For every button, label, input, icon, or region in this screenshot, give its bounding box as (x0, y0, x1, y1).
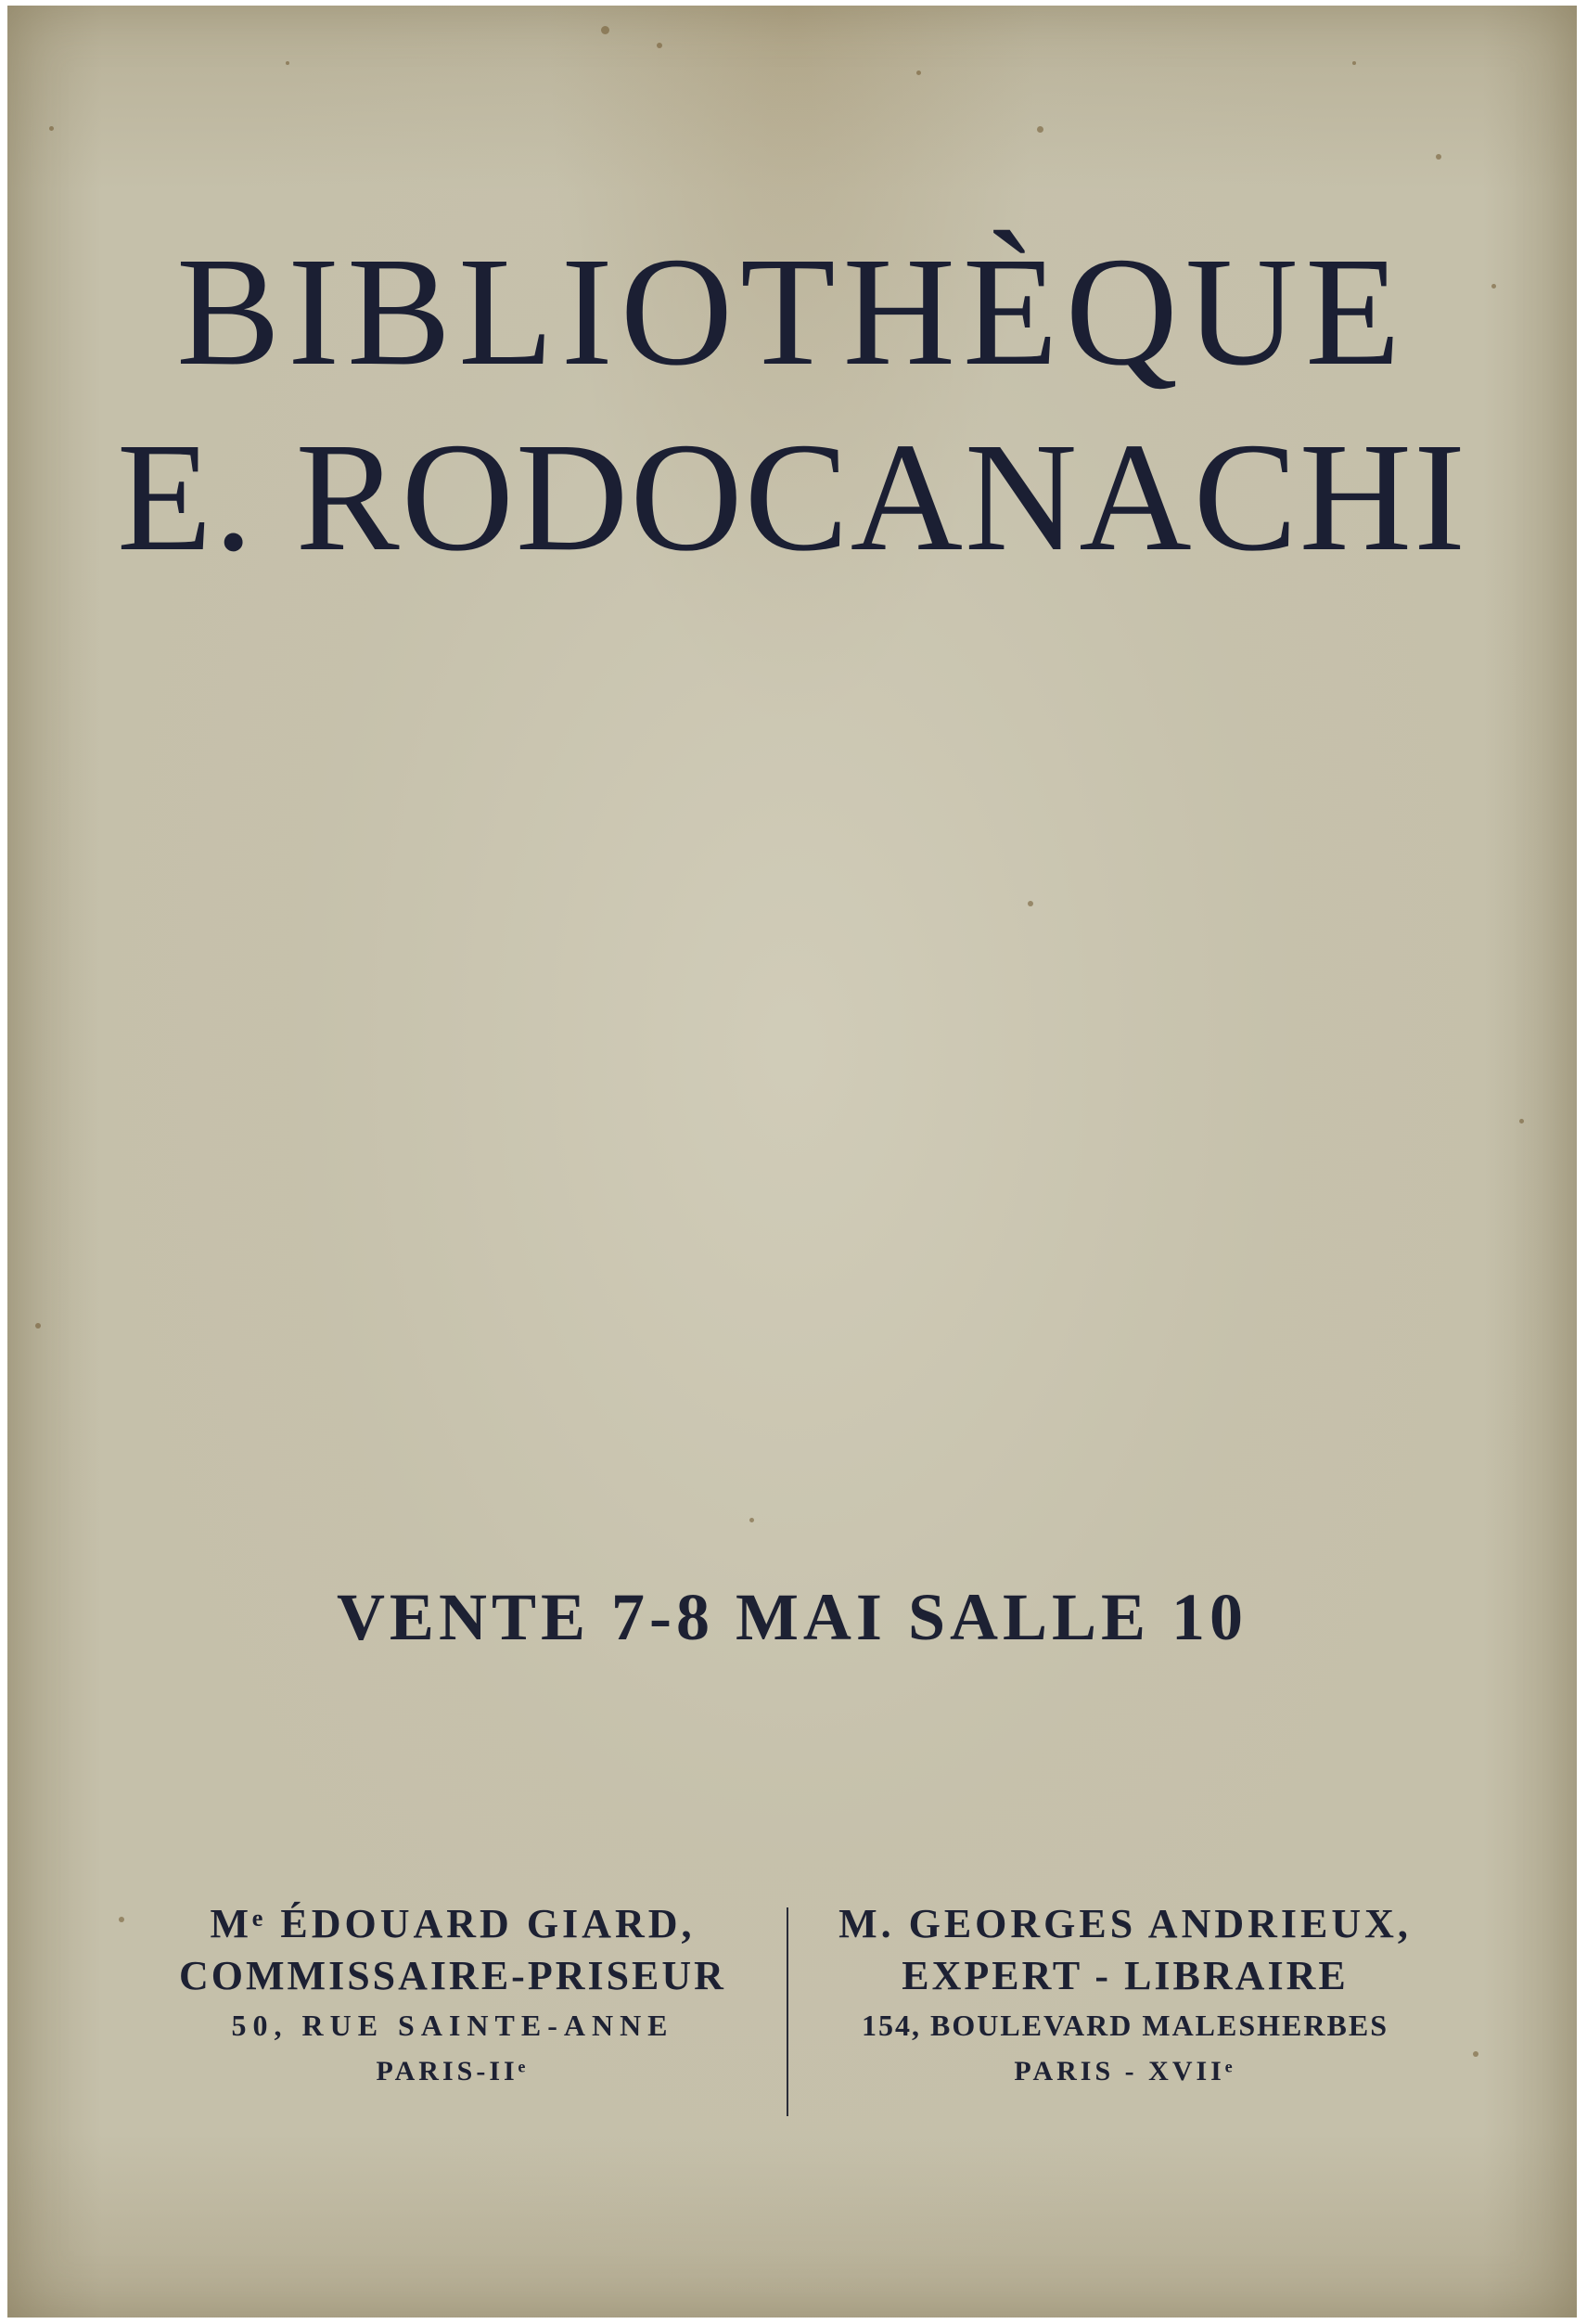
expert-name: M. GEORGES ANDRIEUX, (838, 1901, 1412, 1946)
credits-footer (137, 1898, 1445, 2112)
library-title: BIBLIOTHÈQUE (176, 225, 1408, 398)
auctioneer-address: 50, RUE SAINTE-ANNE (231, 2009, 674, 2042)
auctioneer-city: PARIS-IIᵉ (376, 2056, 530, 2086)
expert-block (810, 1898, 1440, 2095)
owner-name: E. RODOCANACHI (117, 411, 1467, 584)
catalog-cover (7, 6, 1577, 2318)
auctioneer-role: COMMISSAIRE-PRISEUR (179, 1953, 726, 1998)
sale-announcement: VENTE 7-8 MAI SALLE 10 (336, 1580, 1248, 1654)
column-divider (787, 1907, 788, 2116)
expert-address: 154, BOULEVARD MALESHERBES (862, 2009, 1389, 2042)
auctioneer-name: Mᵉ ÉDOUARD GIARD, (210, 1901, 696, 1946)
auctioneer-block (137, 1898, 768, 2095)
expert-city: PARIS - XVIIᵉ (1014, 2056, 1236, 2086)
expert-role: EXPERT - LIBRAIRE (902, 1953, 1349, 1998)
